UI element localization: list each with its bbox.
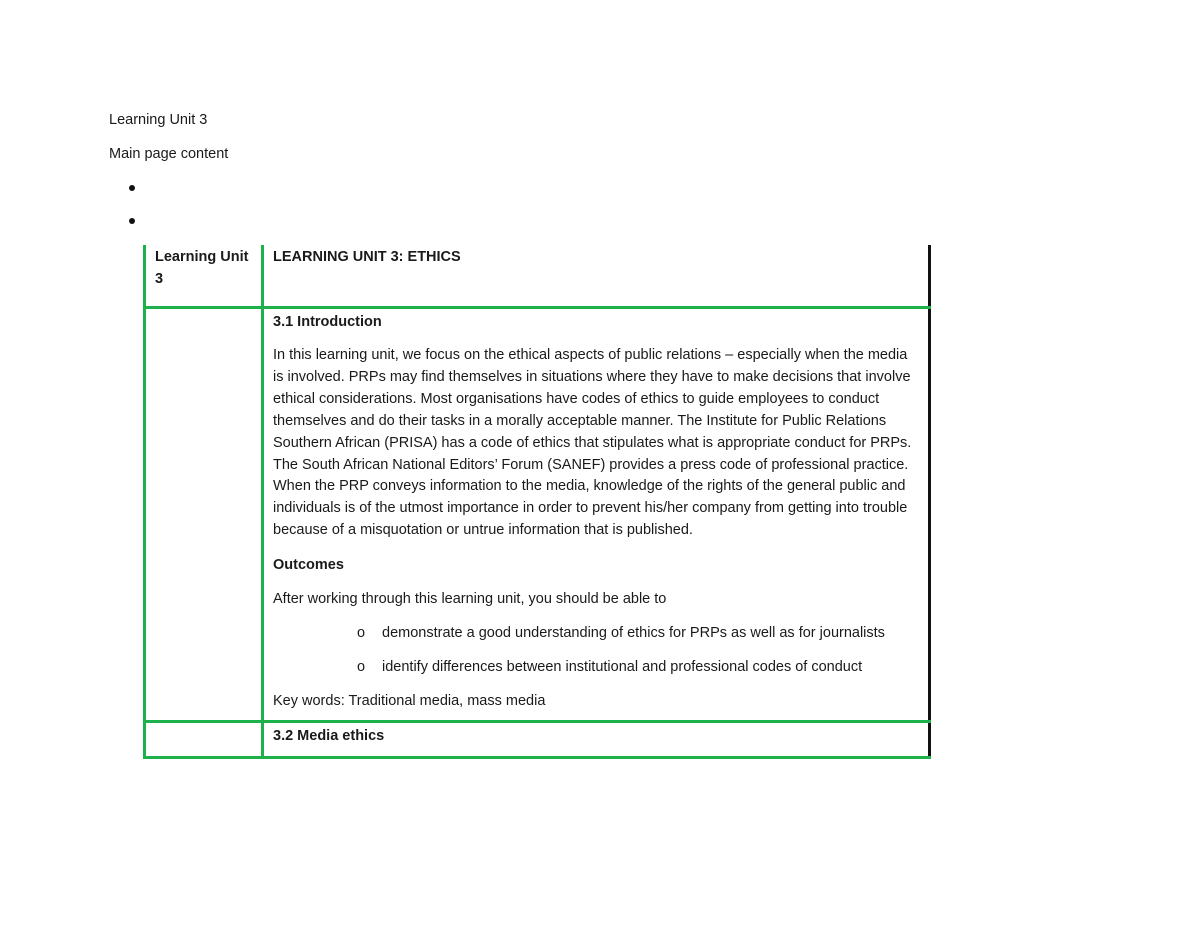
list-marker: o [357, 659, 366, 676]
table-cell [145, 308, 263, 722]
section-title-introduction: 3.1 Introduction [273, 314, 382, 330]
table-cell [145, 722, 263, 758]
outcomes-heading: Outcomes [273, 557, 344, 574]
unit-heading: LEARNING UNIT 3: ETHICS [273, 249, 461, 265]
main-page-content-label: Main page content [109, 146, 229, 162]
keywords-line: Key words: Traditional media, mass media [273, 693, 546, 710]
outcome-text: demonstrate a good understanding of ethics for PRPs as well as for journalists [382, 625, 885, 642]
unit-label: Learning Unit 3 [155, 249, 249, 287]
outcomes-lead: After working through this learning unit, you should be able to [273, 591, 667, 608]
learning-unit-table [143, 245, 931, 759]
empty-list-bullet [129, 185, 135, 191]
table-row [145, 722, 930, 758]
list-item [273, 622, 919, 644]
empty-list-bullet [129, 218, 135, 224]
section-title-media-ethics: 3.2 Media ethics [273, 728, 385, 745]
table-cell [263, 245, 930, 308]
list-marker: o [357, 625, 366, 642]
introduction-paragraph: In this learning unit, we focus on the ethical aspects of public relations – especially when the media is involved. PRPs may find themselves in situations where they have to make decisions that involve ethical considerations. Most organisations have codes of ethics to guide employees to conduct themselves and do their tasks in a morally acceptable manner. The Institute for Public Relations Southern African (PRISA) has a code of ethics that stipulates what is appropriate conduct for PRPs. The South African National Editors’ Forum (SANEF) provides a press code of professional practice. When the PRP conveys information to the media, knowledge of the rights of the general public and individuals is of the utmost importance in order to prevent his/her company from getting into trouble because of a misquotation or untrue information that is published. [273, 347, 912, 539]
table-cell [263, 308, 930, 722]
page-heading-learning-unit: Learning Unit 3 [109, 112, 208, 128]
list-item [273, 656, 919, 678]
outcomes-list [273, 622, 919, 678]
outcome-text: identify differences between institutional and professional codes of conduct [382, 659, 863, 676]
table-cell [263, 722, 930, 758]
table-row [145, 245, 930, 308]
table-row [145, 308, 930, 722]
table-cell [145, 245, 263, 308]
